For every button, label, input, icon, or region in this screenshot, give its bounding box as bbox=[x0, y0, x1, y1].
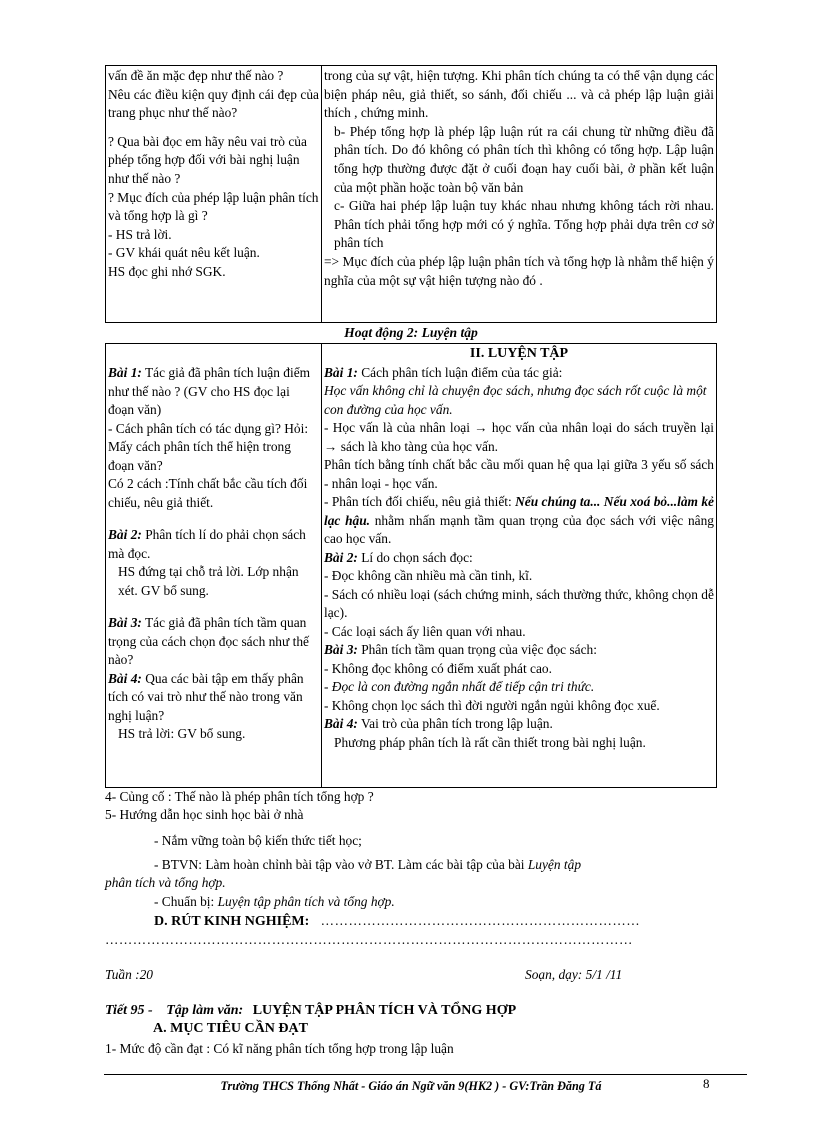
homework-heading: 5- Hướng dẫn học sinh học bài ở nhà bbox=[105, 807, 304, 822]
answer-text: Có 2 cách :Tính chất bắc cầu tích đối chiếu, nêu giả thiết. bbox=[108, 476, 308, 510]
teacher-note: - GV khái quát nêu kết luận. bbox=[108, 245, 260, 261]
exercise-label: Bài 1: bbox=[324, 364, 358, 380]
content-line: - Đọc là con đường ngắn nhất để tiếp cận tri thức. bbox=[324, 679, 595, 694]
exercise-text: Cách phân tích luận điểm của tác giả: bbox=[357, 364, 563, 380]
exercise-label: Bài 4: bbox=[324, 716, 358, 731]
week-label: Tuần :20 bbox=[105, 967, 153, 982]
teacher-activity-column bbox=[106, 344, 322, 787]
content-line: Phân tích bằng tính chất bắc cầu mối quan hệ qua lại giữa 3 yếu số sách - nhân loại - học vấn. bbox=[324, 457, 714, 491]
date-label: Soạn, dạy: 5/1 /11 bbox=[525, 967, 623, 982]
student-note: HS đọc ghi nhớ SGK. bbox=[108, 263, 226, 279]
student-note: HS đứng tại chỗ trả lời. Lớp nhận xét. GV bổ sung. bbox=[118, 564, 299, 598]
homework-item: - Chuẩn bị: Luyện tập phân tích và tổng hợp. bbox=[154, 894, 395, 909]
dotted-line: …………………………………………………………………………………………………… bbox=[105, 932, 633, 947]
exercise-text: Phân tích tầm quan trọng của việc đọc sách: bbox=[357, 642, 597, 657]
exercise-label: Bài 4: bbox=[108, 670, 142, 686]
homework-item-cont: phân tích và tổng hợp. bbox=[105, 875, 226, 890]
question-text: Nêu các điều kiện quy định cái đẹp của trang phục như thế nào? bbox=[108, 86, 319, 121]
student-answer: - HS trả lời. bbox=[108, 226, 172, 242]
content-paragraph: b- Phép tổng hợp là phép lập luận rút ra cái chung từ những điều đã phân tích. Do đó không có phân tích thì không có tổng hợp. Lập luận tổng hợp thường được đặt ở cuối đoạn hay cuối bài, ở phần kết luận của một phần hoặc toàn bộ văn bản bbox=[334, 123, 714, 195]
content-line: - Không chọn lọc sách thì đời người ngắn ngủi không đọc xuể. bbox=[324, 697, 660, 713]
homework-item: - Nắm vững toàn bộ kiến thức tiết học; bbox=[154, 833, 362, 848]
homework-item: - BTVN: Làm hoàn chỉnh bài tập vào vở BT. Làm các bài tập của bài Luyện tập bbox=[154, 857, 582, 872]
activity-heading: Hoạt động 2: Luyện tập bbox=[344, 325, 478, 340]
exercise-label: Bài 3: bbox=[324, 642, 358, 657]
student-note: HS trả lời: GV bổ sung. bbox=[118, 726, 246, 741]
exercise-text: Lí do chọn sách đọc: bbox=[357, 549, 473, 565]
exercise-text: Tác giả đã phân tích tầm quan trọng của cách chọn đọc sách như thế nào? bbox=[108, 615, 309, 667]
quote-text: Học vấn không chỉ là chuyện đọc sách, nhưng đọc sách rốt cuộc là một con đường của học vấn. bbox=[324, 383, 707, 417]
footer-text: Trường THCS Thống Nhất - Giáo án Ngữ văn 9(HK2 ) - GV:Trần Đăng Tá bbox=[220, 1079, 602, 1093]
exercise-label: Bài 3: bbox=[108, 615, 142, 630]
content-paragraph: => Mục đích của phép lập luận phân tích và tổng hợp là nhằm thể hiện ý nghĩa của một sự vật hiện tượng nào đó . bbox=[324, 253, 714, 288]
content-line: - Sách có nhiều loại (sách chứng minh, sách thường thức, không chọn dễ lạc). bbox=[324, 586, 714, 620]
content-line: - Học vấn là của nhân loại → học vấn của nhân loại do sách truyền lại → sách là kho tàng của học vấn. bbox=[324, 420, 714, 454]
experience-line: D. RÚT KINH NGHIỆM: …………………………………………………………… bbox=[154, 913, 641, 929]
content-line: nhằm nhấn mạnh tầm quan trọng của đọc sách với việc nâng cao học vấn. bbox=[324, 512, 714, 546]
content-column bbox=[322, 66, 716, 322]
exercise-text: Vai trò của phân tích trong lập luận. bbox=[357, 716, 553, 731]
quote-text: Nếu chúng ta... Nếu xoá bỏ...làm kẻ lạc hậu. bbox=[324, 494, 714, 528]
content-paragraph: trong của sự vật, hiện tượng. Khi phân tích chúng ta có thể vận dụng các biện pháp nêu, giả thiết, so sánh, đối chiếu ... và cả phép lập luận giải thích , chứng minh. bbox=[324, 68, 714, 121]
objectives-heading: A. MỤC TIÊU CẦN ĐẠT bbox=[153, 1021, 308, 1036]
footer-divider bbox=[104, 1074, 747, 1075]
exercise-text: Qua các bài tập em thấy phân tích có vai trò như thế nào trong văn nghị luận? bbox=[108, 670, 304, 723]
question-text: ? Mục đích của phép lập luận phân tích và tổng hợp là gì ? bbox=[108, 189, 319, 224]
exercise-label: Bài 2: bbox=[108, 527, 142, 542]
content-line: Phương pháp phân tích là rất cần thiết trong bài nghị luận. bbox=[334, 734, 646, 750]
content-column bbox=[322, 344, 716, 787]
exercise-label: Bài 2: bbox=[324, 549, 358, 565]
exercise-text: Phân tích lí do phải chọn sách mà đọc. bbox=[108, 527, 306, 561]
content-line: - Phân tích đối chiếu, nêu giả thiết: bbox=[324, 494, 516, 509]
question-text: - Cách phân tích có tác dụng gì? Hỏi: Mấy cách phân tích thể hiện trong đoạn văn? bbox=[108, 420, 309, 473]
content-paragraph: c- Giữa hai phép lập luận tuy khác nhau nhưng không tách rời nhau. Phân tích phải tổng hợp mới có ý nghĩa. Tổng hợp phải dựa trên cơ sở phân tích bbox=[334, 198, 714, 251]
lesson-title-line: Tiết 95 - Tập làm văn: LUYỆN TẬP PHÂN TÍCH VÀ TỔNG HỢP bbox=[105, 1003, 517, 1018]
question-text: ? Qua bài đọc em hãy nêu vai trò của phép tổng hợp đối với bài nghị luận như thế nào ? bbox=[108, 133, 307, 186]
content-line: - Không đọc không có điểm xuất phát cao. bbox=[324, 660, 552, 676]
teacher-activity-column bbox=[106, 66, 322, 322]
exercise-text: Tác giả đã phân tích luận điểm như thế nào ? (GV cho HS đọc lại đoạn văn) bbox=[108, 365, 311, 417]
exercise-label: Bài 1: bbox=[108, 365, 142, 380]
page-number: 8 bbox=[703, 1076, 710, 1091]
objective-line: 1- Mức độ cần đạt : Có kĩ năng phân tích tổng hợp trong lập luận bbox=[105, 1041, 454, 1056]
content-line: - Các loại sách ấy liên quan với nhau. bbox=[324, 623, 526, 639]
lesson-table-2 bbox=[105, 343, 717, 788]
content-line: - Đọc không cần nhiều mà cần tinh, kĩ. bbox=[324, 568, 533, 583]
consolidation-line: 4- Củng cố : Thế nào là phép phân tích tổng hợp ? bbox=[105, 789, 374, 804]
section-heading: II. LUYỆN TẬP bbox=[469, 346, 569, 361]
lesson-table-1 bbox=[105, 65, 717, 323]
question-text: vấn đề ăn mặc đẹp như thế nào ? bbox=[108, 68, 284, 83]
